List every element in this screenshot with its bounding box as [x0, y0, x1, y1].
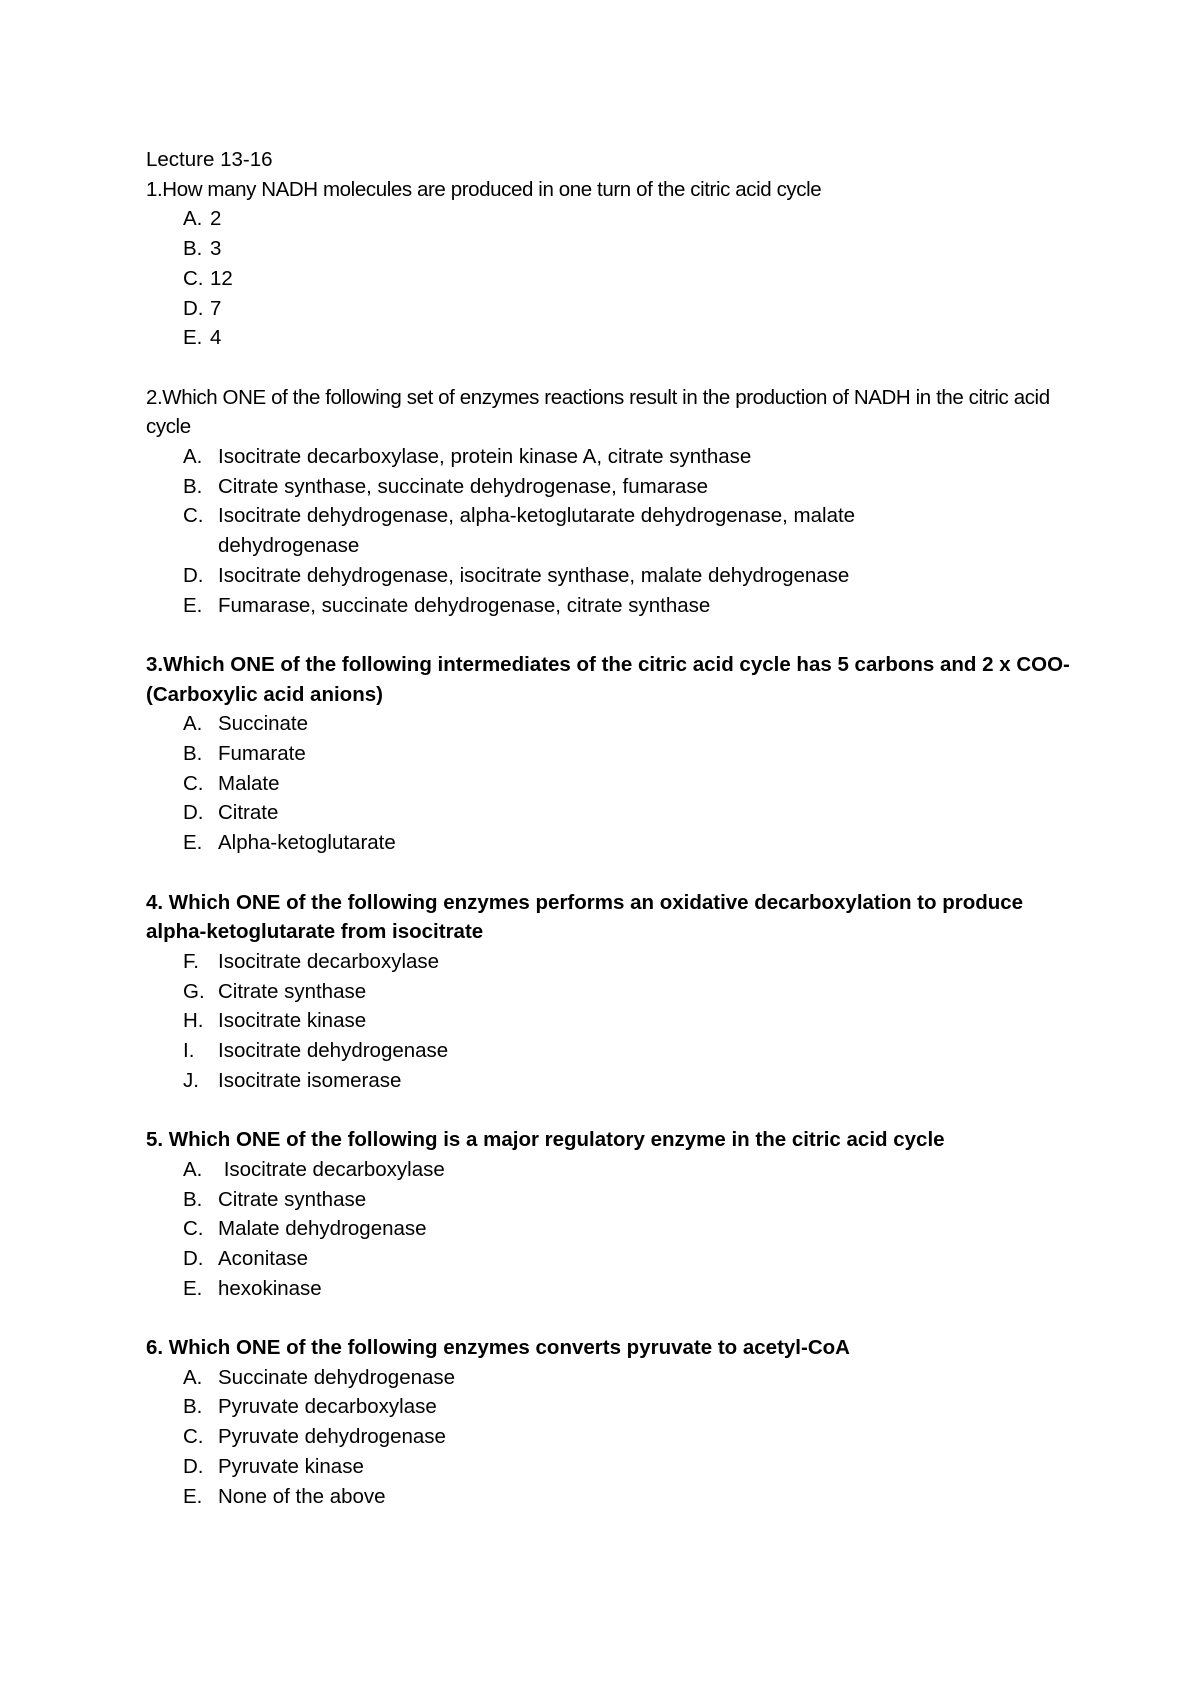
option-letter: A.	[183, 1157, 203, 1181]
option-letter: J.	[183, 1068, 199, 1092]
answer-options	[146, 1155, 1076, 1304]
question-text: 2.Which ONE of the following set of enzymes reactions result in the production of NADH in the citric acid cycle	[146, 385, 1050, 439]
option-text: 4	[210, 326, 222, 350]
answer-option	[146, 1422, 1076, 1452]
option-text: Citrate synthase	[218, 1187, 367, 1211]
answer-option	[146, 294, 1076, 324]
option-letter: E.	[183, 831, 203, 855]
option-text: Malate dehydrogenase	[218, 1217, 427, 1241]
option-text: Fumarate	[218, 742, 306, 766]
option-text: Alpha-ketoglutarate	[218, 831, 396, 855]
option-letter: E.	[183, 1276, 203, 1300]
option-letter: D.	[183, 1246, 204, 1270]
answer-option	[146, 323, 1076, 353]
option-letter: B.	[183, 237, 203, 261]
option-text: None of the above	[218, 1484, 386, 1508]
question-text: 4. Which ONE of the following enzymes performs an oxidative decarboxylation to produce alpha-ketoglutarate from isocitrate	[146, 890, 1024, 944]
option-text: 3	[210, 237, 222, 261]
option-letter: D.	[183, 296, 204, 320]
question-2	[146, 383, 1076, 621]
option-letter: E.	[183, 1484, 203, 1508]
answer-option	[146, 1036, 1076, 1066]
option-letter: B.	[183, 742, 203, 766]
option-letter: D.	[183, 1454, 204, 1478]
option-letter: B.	[183, 1187, 203, 1211]
answer-option	[146, 1185, 1076, 1215]
option-letter: H.	[183, 1009, 204, 1033]
answer-option	[146, 1482, 1076, 1512]
answer-options	[146, 709, 1076, 858]
answer-option	[146, 977, 1076, 1007]
option-text: Succinate dehydrogenase	[218, 1365, 456, 1389]
answer-option	[146, 561, 1076, 591]
option-letter: A.	[183, 207, 203, 231]
option-text: Citrate synthase, succinate dehydrogenase, fumarase	[218, 474, 708, 498]
option-letter: A.	[183, 1365, 203, 1389]
answer-options	[146, 204, 1076, 353]
question-5	[146, 1125, 1076, 1303]
option-text: Citrate synthase	[218, 979, 367, 1003]
answer-option	[146, 1155, 1076, 1185]
answer-option	[146, 501, 1076, 560]
option-text: Isocitrate dehydrogenase	[218, 1039, 449, 1063]
answer-option	[146, 204, 1076, 234]
option-letter: I.	[183, 1039, 195, 1063]
option-text: Isocitrate decarboxylase	[218, 949, 440, 973]
answer-option	[146, 1274, 1076, 1304]
option-text: Citrate	[218, 801, 279, 825]
option-text: Aconitase	[218, 1246, 309, 1270]
question-text: 3.Which ONE of the following intermediates of the citric acid cycle has 5 carbons and 2 x COO- (Carboxylic acid anions)	[146, 652, 1070, 706]
answer-options	[146, 947, 1076, 1096]
question-6	[146, 1333, 1076, 1511]
option-letter: E.	[183, 593, 203, 617]
lecture-title: Lecture 13-16	[146, 148, 273, 171]
option-text: Isocitrate decarboxylase, protein kinase A, citrate synthase	[218, 445, 752, 469]
option-text: Isocitrate dehydrogenase, isocitrate synthase, malate dehydrogenase	[218, 563, 850, 587]
option-letter: G.	[183, 979, 205, 1003]
answer-option	[146, 1214, 1076, 1244]
question-4	[146, 888, 1076, 1096]
option-text: Pyruvate decarboxylase	[218, 1395, 437, 1419]
option-letter: A.	[183, 712, 203, 736]
option-letter: C.	[183, 771, 204, 795]
option-text: Fumarase, succinate dehydrogenase, citrate synthase	[218, 593, 711, 617]
option-text: Isocitrate isomerase	[218, 1068, 402, 1092]
option-letter: C.	[183, 504, 204, 528]
option-text: 7	[210, 296, 222, 320]
option-letter: B.	[183, 474, 203, 498]
option-letter: C.	[183, 1217, 204, 1241]
answer-option	[146, 828, 1076, 858]
answer-option	[146, 1066, 1076, 1096]
answer-option	[146, 947, 1076, 977]
question-1	[146, 175, 1076, 353]
answer-option	[146, 1244, 1076, 1274]
answer-options	[146, 442, 1076, 620]
answer-option	[146, 1006, 1076, 1036]
answer-option	[146, 1392, 1076, 1422]
option-text: 12	[210, 266, 233, 290]
option-text: 2	[210, 207, 222, 231]
document-content	[146, 145, 1076, 1511]
option-letter: A.	[183, 445, 203, 469]
option-text: Pyruvate dehydrogenase	[218, 1425, 446, 1449]
answer-option	[146, 739, 1076, 769]
option-text: hexokinase	[218, 1276, 322, 1300]
option-letter: F.	[183, 949, 199, 973]
answer-option	[146, 1363, 1076, 1393]
answer-option	[146, 1452, 1076, 1482]
option-letter: D.	[183, 563, 204, 587]
option-letter: C.	[183, 266, 204, 290]
answer-option	[146, 591, 1076, 621]
answer-option	[146, 472, 1076, 502]
answer-option	[146, 264, 1076, 294]
answer-option	[146, 769, 1076, 799]
answer-options	[146, 1363, 1076, 1512]
option-text: Isocitrate kinase	[218, 1009, 367, 1033]
option-letter: D.	[183, 801, 204, 825]
answer-option	[146, 709, 1076, 739]
question-text: 5. Which ONE of the following is a major regulatory enzyme in the citric acid cycle	[146, 1128, 945, 1152]
answer-option	[146, 442, 1076, 472]
option-text: Succinate	[218, 712, 309, 736]
option-text: Isocitrate dehydrogenase, alpha-ketoglutarate dehydrogenase, malate dehydrogenase	[218, 504, 856, 558]
option-letter: B.	[183, 1395, 203, 1419]
option-text: Isocitrate decarboxylase	[218, 1157, 445, 1181]
answer-option	[146, 798, 1076, 828]
question-text: 1.How many NADH molecules are produced in one turn of the citric acid cycle	[146, 177, 822, 201]
question-text: 6. Which ONE of the following enzymes converts pyruvate to acetyl-CoA	[146, 1336, 850, 1360]
option-letter: C.	[183, 1425, 204, 1449]
option-text: Malate	[218, 771, 280, 795]
answer-option	[146, 234, 1076, 264]
option-letter: E.	[183, 326, 203, 350]
question-3	[146, 650, 1076, 858]
option-text: Pyruvate kinase	[218, 1454, 364, 1478]
